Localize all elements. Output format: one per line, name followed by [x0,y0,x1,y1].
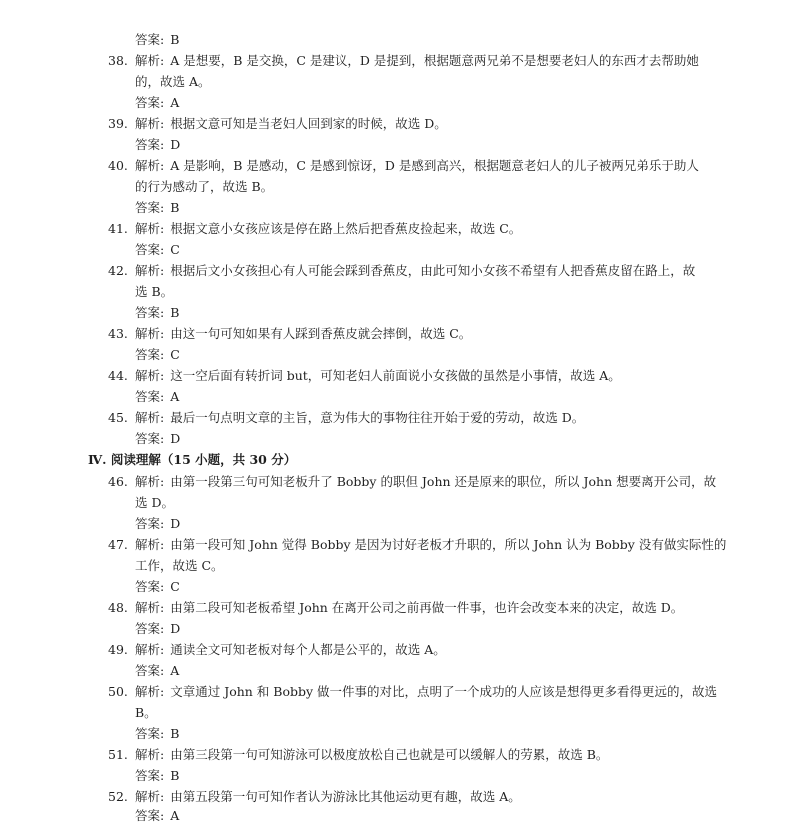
question-number: 45. [108,410,128,425]
question-number: 40. [108,158,128,173]
analysis-line: 解析: 由第二段可知老板希望 John 在离开公司之前再做一件事，也许会改变本来的决定，故选 D。 [135,600,684,615]
answer-line: 答案: A [135,663,180,678]
answer-line: 答案: B [135,305,180,320]
analysis-continuation: 选 D。 [135,495,174,510]
analysis-line: 解析: 由第一段可知 John 觉得 Bobby 是因为讨好老板才升职的，所以 John 认为 Bobby 没有做实际性的 [135,537,727,552]
analysis-line: 解析: 文章通过 John 和 Bobby 做一件事的对比，点明了一个成功的人应该是想得更多看得更远的，故选 [135,684,718,699]
answer-line: 答案: C [135,579,180,594]
question-number: 43. [108,326,128,341]
question-number: 48. [108,600,128,615]
analysis-line: 解析: A 是想要，B 是交换，C 是建议，D 是提到，根据题意两兄弟不是想要老妇人的东西才去帮助她 [135,53,699,68]
answer-line: 答案: A [135,95,180,110]
question-number: 39. [108,116,128,131]
question-number: 44. [108,368,128,383]
analysis-line: 解析: 根据后文小女孩担心有人可能会踩到香蕉皮，由此可知小女孩不希望有人把香蕉皮留在路上，故 [135,263,696,278]
analysis-continuation: 的，故选 A。 [135,74,211,89]
question-number: 51. [108,747,128,762]
section-heading: Ⅳ. 阅读理解（15 小题，共 30 分） [88,452,297,467]
analysis-line: 解析: 通读全文可知老板对每个人都是公平的，故选 A。 [135,642,446,657]
answer-line: 答案: B [135,768,180,783]
answer-line: 答案: A [135,808,180,823]
analysis-line: 解析: 由第三段第一句可知游泳可以极度放松自己也就是可以缓解人的劳累，故选 B。 [135,747,609,762]
question-number: 49. [108,642,128,657]
question-number: 38. [108,53,128,68]
analysis-line: 解析: 最后一句点明文章的主旨，意为伟大的事物往往开始于爱的劳动，故选 D。 [135,410,585,425]
question-number: 47. [108,537,128,552]
answer-line: 答案: B [135,726,180,741]
analysis-line: 解析: 根据文意可知是当老妇人回到家的时候，故选 D。 [135,116,447,131]
answer-line: 答案: D [135,516,181,531]
analysis-line: 解析: 由第五段第一句可知作者认为游泳比其他运动更有趣，故选 A。 [135,789,521,804]
question-number: 50. [108,684,128,699]
analysis-line: 解析: 由这一句可知如果有人踩到香蕉皮就会摔倒，故选 C。 [135,326,472,341]
analysis-continuation: 选 B。 [135,284,174,299]
question-number: 41. [108,221,128,236]
analysis-continuation: 工作，故选 C。 [135,558,224,573]
analysis-continuation: B。 [135,705,157,720]
question-number: 46. [108,474,128,489]
answer-line: 答案: B [135,200,180,215]
question-number: 52. [108,789,128,804]
analysis-line: 解析: 这一空后面有转折词 but，可知老妇人前面说小女孩做的虽然是小事情，故选 A。 [135,368,621,383]
answer-line: 答案: C [135,242,180,257]
answer-line: 答案: D [135,431,181,446]
analysis-line: 解析: 根据文意小女孩应该是停在路上然后把香蕉皮捡起来，故选 C。 [135,221,522,236]
answer-line: 答案: D [135,621,181,636]
question-number: 42. [108,263,128,278]
answer-line: 答案: B [135,32,180,47]
answer-line: 答案: C [135,347,180,362]
answer-line: 答案: D [135,137,181,152]
analysis-line: 解析: 由第一段第三句可知老板升了 Bobby 的职但 John 还是原来的职位，所以 John 想要离开公司，故 [135,474,717,489]
answer-line: 答案: A [135,389,180,404]
analysis-line: 解析: A 是影响，B 是感动，C 是感到惊讶，D 是感到高兴，根据题意老妇人的儿子被两兄弟乐于助人 [135,158,699,173]
analysis-continuation: 的行为感动了，故选 B。 [135,179,274,194]
